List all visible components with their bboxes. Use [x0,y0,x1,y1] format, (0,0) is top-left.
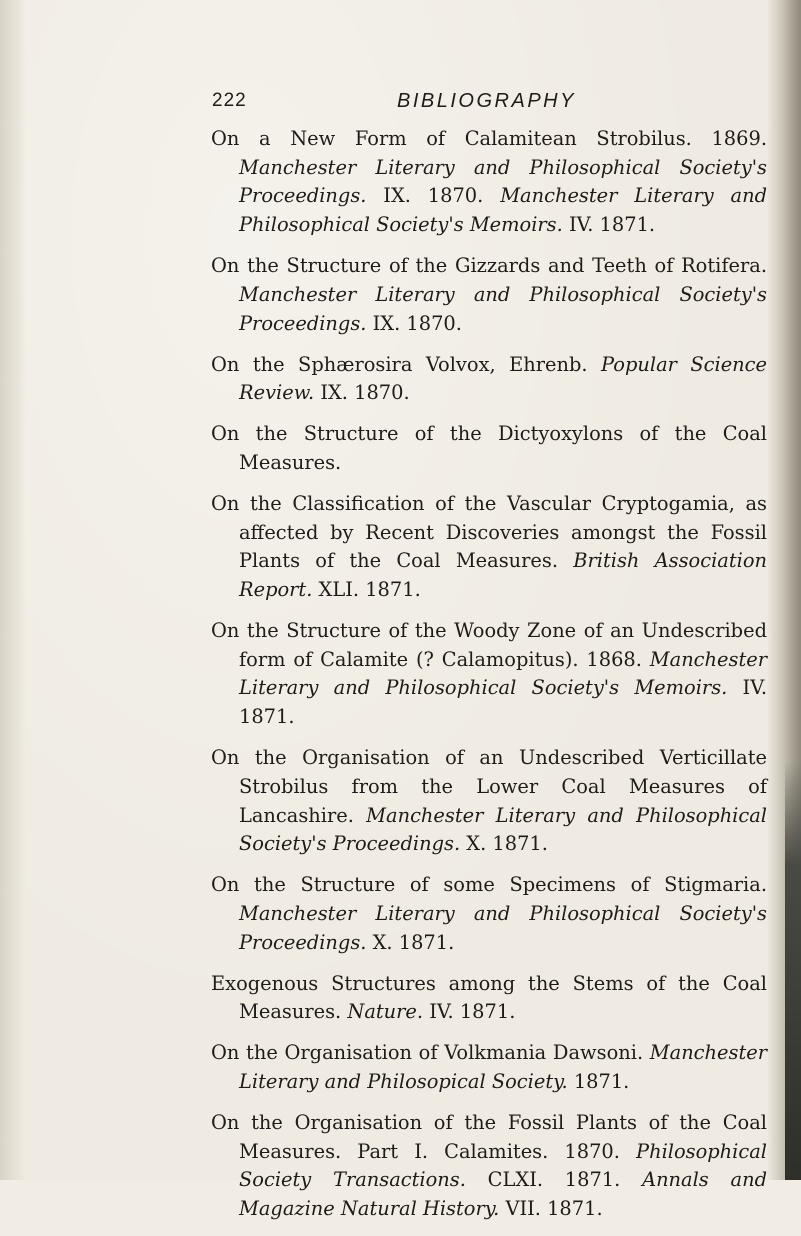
entry-title: On the Organisation of an Undescribed Verticillate Strobilus from the Lower Coal Measures of Lancashire. [211,746,767,827]
entry-publication: Nature. [347,1000,424,1024]
entry-publication: Philosophical Society Transactions. [239,1139,767,1192]
bibliography-entry [211,1109,767,1224]
running-head [212,90,692,120]
entry-publication-2: Annals and Magazine Natural History. [239,1168,767,1221]
entry-volume-year: X. 1871. [460,832,548,856]
entry-volume-year-2: IV. 1871. [562,213,656,237]
bibliography-entry [211,252,767,338]
entry-title: On the Structure of the Gizzards and Teeth of Rotifera. [211,254,767,278]
bibliography-entry [211,490,767,605]
entry-volume-year: IX. 1870. [366,184,501,208]
entry-publication: Manchester Literary and Philosophical Society's Proceedings. [239,155,767,208]
bibliography-entry [211,970,767,1027]
entry-title: On the Structure of some Specimens of Stigmaria. [211,873,767,897]
entry-title: Exogenous Structures among the Stems of the Coal Measures. [211,971,767,1024]
bibliography-entry [211,1039,767,1096]
bibliography-entry [211,617,767,732]
page-left-shadow [0,0,26,1180]
bibliography-entry [211,744,767,859]
bibliography-entry [211,351,767,408]
entry-volume-year: XLI. 1871. [312,578,421,602]
entry-volume-year: IX. 1870. [314,381,410,405]
entry-publication: British Association Report. [239,549,767,602]
entry-publication: Manchester Literary and Philosophical Society's Memoirs. [239,647,767,700]
entry-publication: Manchester Literary and Philosophical Society's Proceedings. [239,901,767,954]
entry-publication: Manchester Literary and Philosopical Society. [239,1041,767,1094]
entry-title: On the Classification of the Vascular Cryptogamia, as affected by Recent Discoveries amongst the Fossil Plants of the Coal Measures. [211,491,767,573]
bibliography-entry [211,871,767,957]
entry-volume-year: IX. 1870. [366,311,462,335]
entry-title: On the Sphærosira Volvox, Ehrenb. [211,352,602,376]
entry-publication: Manchester Literary and Philosophical Society's Proceedings. [239,282,767,335]
entry-title: On a New Form of Calamitean Strobilus. 1869. [211,127,767,150]
entry-publication: Manchester Literary and Philosophical Society's Proceedings. [239,803,768,856]
entry-title: On the Structure of the Woody Zone of an Undescribed form of Calamite (? Calamopitus). 1868. [211,619,767,671]
entry-volume-year: 1871. [567,1070,630,1094]
page-right-edge-dark [785,760,801,1180]
page-number: 222 [212,90,247,111]
entry-volume-year: X. 1871. [366,930,455,954]
entry-volume-year: IV. 1871. [239,676,767,729]
entry-publication-2: Manchester Literary and Philosophical Society's Memoirs. [239,184,767,237]
entry-title: On the Organisation of Volkmania Dawsoni. [211,1041,650,1065]
bibliography-list [211,125,767,1236]
bibliography-entry [211,125,767,240]
bibliography-entry [211,420,767,477]
entry-title: On the Organisation of the Fossil Plants of the Coal Measures. Part I. Calamites. 1870. [211,1111,767,1163]
running-title: BIBLIOGRAPHY [397,90,576,112]
entry-title: On the Structure of the Dictyoxylons of the Coal Measures. [211,422,767,474]
entry-publication: Popular Science Review. [239,352,767,405]
entry-volume-year: CLXI. 1871. [465,1168,643,1192]
entry-volume-year: IV. 1871. [423,1000,516,1024]
entry-volume-year-2: VII. 1871. [499,1197,603,1221]
